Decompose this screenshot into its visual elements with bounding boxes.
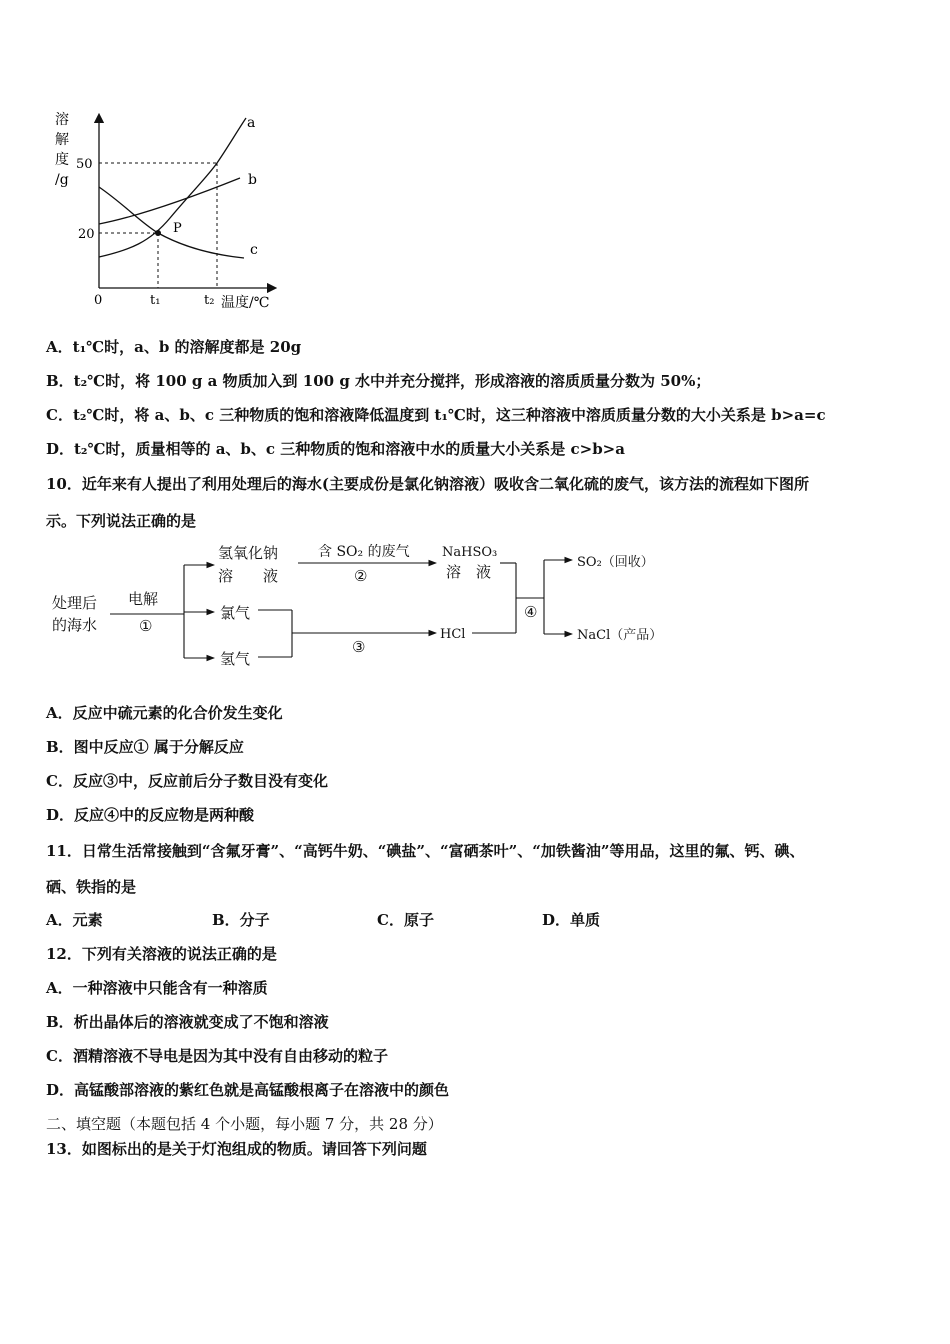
q11-option-c: C．原子: [377, 911, 434, 929]
series-a-curve: [99, 118, 246, 257]
series-label-a: a: [247, 115, 256, 131]
q12-stem: 12．下列有关溶液的说法正确的是: [46, 945, 277, 963]
y-tick-label: 20: [78, 227, 95, 242]
flow-cl2: 氯气: [220, 604, 251, 622]
q11-stem-cont: 硒、铁指的是: [46, 878, 137, 896]
q9-option-b: B．t₂℃时，将 100 g a 物质加入到 100 g 水中并充分搅拌，形成溶液的溶质质量分数为 50%；: [46, 372, 711, 390]
q9-option-d: D．t₂℃时，质量相等的 a、b、c 三种物质的饱和溶液中水的质量大小关系是 c>b>a: [46, 440, 625, 458]
solubility-chart: [40, 100, 300, 320]
x-tick-label: t₁: [150, 293, 161, 308]
q10-option-a: A．反应中硫元素的化合价发生变化: [46, 704, 283, 722]
flow-start: 处理后: [52, 594, 98, 612]
flow-so2-out: SO₂（回收）: [577, 555, 654, 570]
y-label-char: 度: [55, 152, 69, 168]
q11-stem: 11．日常生活常接触到“含氟牙膏”、“高钙牛奶、“碘盐”、“富硒茶叶”、“加铁酱油”等用品，这里的氟、钙、碘、: [46, 842, 805, 860]
y-label-char: 解: [55, 132, 69, 148]
flow-electrolysis: 电解: [128, 590, 159, 608]
series-label-c: c: [250, 242, 258, 258]
x-tick-label: 0: [94, 293, 103, 308]
q10-option-d: D．反应④中的反应物是两种酸: [46, 806, 255, 824]
q12-option-d: D．高锰酸部溶液的紫红色就是高锰酸根离子在溶液中的颜色: [46, 1081, 450, 1099]
flow-hcl: HCl: [440, 627, 466, 642]
series-c-curve: [99, 187, 244, 258]
flow-step3: ③: [352, 638, 366, 656]
q9-option-a: A．t₁℃时，a、b 的溶解度都是 20g: [46, 338, 302, 356]
flow-so2-gas: 含 SO₂ 的废气: [318, 544, 410, 560]
flow-start: 的海水: [52, 616, 98, 634]
q10-option-b: B．图中反应① 属于分解反应: [46, 738, 244, 756]
q10-stem: 10．近年来有人提出了利用处理后的海水(主要成份是氯化钠溶液）吸收含二氧化硫的废气，该方法的流程如下图所: [46, 475, 809, 493]
flow-nacl-out: NaCl（产品）: [577, 628, 663, 643]
flow-naoh: 氢氧化钠: [218, 544, 279, 562]
q12-option-b: B．析出晶体后的溶液就变成了不饱和溶液: [46, 1013, 329, 1031]
x-tick-label: t₂: [204, 293, 215, 308]
flow-h2: 氢气: [220, 650, 251, 668]
flow-nahso3: NaHSO₃: [442, 545, 498, 560]
flow-nahso3: 溶 液: [446, 563, 492, 581]
x-axis-label: 温度/℃: [221, 295, 270, 311]
intersection-point: [155, 230, 161, 236]
q10-stem-cont: 示。下列说法正确的是: [46, 512, 197, 530]
q10-option-c: C．反应③中，反应前后分子数目没有变化: [46, 772, 328, 790]
y-label-char: /g: [55, 172, 69, 188]
section-heading: 二、填空题（本题包括 4 个小题，每小题 7 分，共 28 分）: [46, 1115, 443, 1133]
flow-step1: ①: [139, 617, 153, 635]
q12-option-c: C．酒精溶液不导电是因为其中没有自由移动的粒子: [46, 1047, 388, 1065]
q12-option-a: A．一种溶液中只能含有一种溶质: [46, 979, 268, 997]
flow-naoh: 溶 液: [218, 567, 279, 585]
q9-option-c: C．t₂℃时，将 a、b、c 三种物质的饱和溶液降低温度到 t₁℃时，这三种溶液中溶质质量分数的大小关系是 b>a=c: [46, 406, 826, 424]
q11-option-b: B．分子: [212, 911, 270, 929]
flow-diagram: [40, 535, 740, 675]
flow-step2: ②: [354, 567, 368, 585]
series-b-curve: [99, 178, 240, 224]
series-label-b: b: [248, 172, 257, 188]
y-label-char: 溶: [55, 112, 69, 128]
y-tick-label: 50: [76, 157, 93, 172]
point-label: P: [173, 221, 182, 236]
q13-stem: 13．如图标出的是关于灯泡组成的物质。请回答下列问题: [46, 1140, 427, 1158]
q11-option-a: A．元素: [46, 911, 103, 929]
flow-step4: ④: [524, 603, 538, 621]
q11-option-d: D．单质: [542, 911, 601, 929]
